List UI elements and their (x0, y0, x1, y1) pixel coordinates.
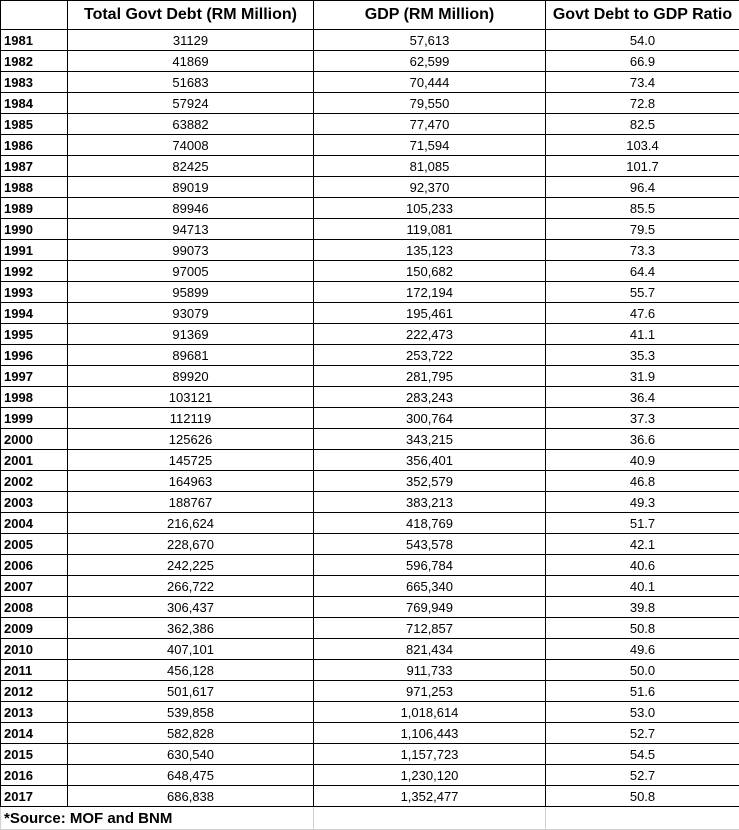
total-govt-debt-cell: 407,101 (68, 639, 314, 660)
ratio-cell: 54.5 (546, 744, 739, 765)
gdp-cell: 1,157,723 (314, 744, 546, 765)
year-cell: 1991 (1, 240, 68, 261)
year-cell: 2002 (1, 471, 68, 492)
ratio-cell: 40.6 (546, 555, 739, 576)
header-row (1, 1, 739, 30)
gdp-cell: 81,085 (314, 156, 546, 177)
total-govt-debt-cell: 501,617 (68, 681, 314, 702)
table-row (1, 471, 739, 492)
table-row (1, 765, 739, 786)
total-govt-debt-cell: 266,722 (68, 576, 314, 597)
gdp-cell: 92,370 (314, 177, 546, 198)
year-cell: 1983 (1, 72, 68, 93)
year-cell: 2008 (1, 597, 68, 618)
ratio-cell: 41.1 (546, 324, 739, 345)
ratio-cell: 42.1 (546, 534, 739, 555)
ratio-cell: 40.1 (546, 576, 739, 597)
total-govt-debt-cell: 99073 (68, 240, 314, 261)
ratio-cell: 52.7 (546, 765, 739, 786)
year-cell: 2005 (1, 534, 68, 555)
total-govt-debt-cell: 31129 (68, 30, 314, 51)
year-cell: 1981 (1, 30, 68, 51)
table-row (1, 261, 739, 282)
table-row (1, 429, 739, 450)
ratio-cell: 37.3 (546, 408, 739, 429)
gdp-cell: 971,253 (314, 681, 546, 702)
empty-cell (546, 807, 739, 830)
year-cell: 1987 (1, 156, 68, 177)
year-cell: 2007 (1, 576, 68, 597)
table-row (1, 114, 739, 135)
ratio-cell: 40.9 (546, 450, 739, 471)
table-body (1, 30, 739, 830)
year-cell: 1989 (1, 198, 68, 219)
ratio-cell: 50.8 (546, 618, 739, 639)
gdp-cell: 150,682 (314, 261, 546, 282)
year-cell: 2004 (1, 513, 68, 534)
gdp-cell: 300,764 (314, 408, 546, 429)
total-govt-debt-cell: 216,624 (68, 513, 314, 534)
gdp-cell: 352,579 (314, 471, 546, 492)
ratio-cell: 36.6 (546, 429, 739, 450)
year-cell: 1998 (1, 387, 68, 408)
year-cell: 2003 (1, 492, 68, 513)
gdp-cell: 172,194 (314, 282, 546, 303)
gdp-cell: 1,106,443 (314, 723, 546, 744)
year-cell: 1997 (1, 366, 68, 387)
gdp-cell: 911,733 (314, 660, 546, 681)
year-cell: 2010 (1, 639, 68, 660)
year-cell: 1996 (1, 345, 68, 366)
year-cell: 2013 (1, 702, 68, 723)
table-row (1, 177, 739, 198)
total-govt-debt-cell: 145725 (68, 450, 314, 471)
table-row (1, 219, 739, 240)
total-govt-debt-cell: 582,828 (68, 723, 314, 744)
table-row (1, 72, 739, 93)
ratio-cell: 49.6 (546, 639, 739, 660)
gdp-cell: 70,444 (314, 72, 546, 93)
table-row (1, 534, 739, 555)
table-row (1, 156, 739, 177)
total-govt-debt-cell: 686,838 (68, 786, 314, 807)
ratio-cell: 51.6 (546, 681, 739, 702)
year-cell: 1999 (1, 408, 68, 429)
gdp-cell: 356,401 (314, 450, 546, 471)
table-row (1, 702, 739, 723)
table-row (1, 681, 739, 702)
table-row (1, 366, 739, 387)
table-row (1, 30, 739, 51)
table-row (1, 135, 739, 156)
table-row (1, 93, 739, 114)
year-cell: 1993 (1, 282, 68, 303)
table-row (1, 555, 739, 576)
gdp-cell: 821,434 (314, 639, 546, 660)
gdp-cell: 343,215 (314, 429, 546, 450)
table-row (1, 723, 739, 744)
year-cell: 1995 (1, 324, 68, 345)
ratio-cell: 72.8 (546, 93, 739, 114)
year-cell: 2012 (1, 681, 68, 702)
year-cell: 2016 (1, 765, 68, 786)
ratio-cell: 50.0 (546, 660, 739, 681)
ratio-cell: 55.7 (546, 282, 739, 303)
gdp-cell: 253,722 (314, 345, 546, 366)
total-govt-debt-cell: 89920 (68, 366, 314, 387)
empty-cell (314, 807, 546, 830)
year-cell: 2011 (1, 660, 68, 681)
table-row (1, 198, 739, 219)
year-cell: 2009 (1, 618, 68, 639)
gdp-cell: 418,769 (314, 513, 546, 534)
total-govt-debt-cell: 94713 (68, 219, 314, 240)
ratio-cell: 46.8 (546, 471, 739, 492)
total-govt-debt-cell: 362,386 (68, 618, 314, 639)
year-cell: 1985 (1, 114, 68, 135)
gdp-cell: 71,594 (314, 135, 546, 156)
year-cell: 1988 (1, 177, 68, 198)
total-govt-debt-cell: 95899 (68, 282, 314, 303)
gdp-cell: 769,949 (314, 597, 546, 618)
total-govt-debt-cell: 51683 (68, 72, 314, 93)
ratio-cell: 64.4 (546, 261, 739, 282)
total-govt-debt-cell: 306,437 (68, 597, 314, 618)
table-row (1, 450, 739, 471)
total-govt-debt-cell: 630,540 (68, 744, 314, 765)
ratio-cell: 31.9 (546, 366, 739, 387)
total-govt-debt-cell: 89019 (68, 177, 314, 198)
table-row (1, 492, 739, 513)
gdp-cell: 222,473 (314, 324, 546, 345)
table-row (1, 51, 739, 72)
year-cell: 1984 (1, 93, 68, 114)
ratio-cell: 50.8 (546, 786, 739, 807)
total-govt-debt-cell: 456,128 (68, 660, 314, 681)
gdp-cell: 119,081 (314, 219, 546, 240)
gdp-cell: 596,784 (314, 555, 546, 576)
ratio-cell: 103.4 (546, 135, 739, 156)
source-note: *Source: MOF and BNM (1, 807, 314, 830)
ratio-cell: 52.7 (546, 723, 739, 744)
total-govt-debt-cell: 164963 (68, 471, 314, 492)
table-row (1, 576, 739, 597)
total-govt-debt-cell: 63882 (68, 114, 314, 135)
ratio-cell: 73.4 (546, 72, 739, 93)
year-cell: 1986 (1, 135, 68, 156)
total-govt-debt-cell: 91369 (68, 324, 314, 345)
year-cell: 2017 (1, 786, 68, 807)
ratio-cell: 66.9 (546, 51, 739, 72)
total-govt-debt-cell: 648,475 (68, 765, 314, 786)
gdp-cell: 195,461 (314, 303, 546, 324)
year-cell: 1992 (1, 261, 68, 282)
ratio-cell: 96.4 (546, 177, 739, 198)
year-cell: 2014 (1, 723, 68, 744)
total-govt-debt-cell: 125626 (68, 429, 314, 450)
table-row (1, 303, 739, 324)
header-total-govt-debt: Total Govt Debt (RM Million) (68, 1, 314, 30)
table-row (1, 282, 739, 303)
total-govt-debt-cell: 57924 (68, 93, 314, 114)
table-row (1, 408, 739, 429)
ratio-cell: 35.3 (546, 345, 739, 366)
table-row (1, 744, 739, 765)
gdp-cell: 77,470 (314, 114, 546, 135)
table-row (1, 660, 739, 681)
ratio-cell: 54.0 (546, 30, 739, 51)
table-row (1, 387, 739, 408)
table-row (1, 597, 739, 618)
gdp-cell: 1,018,614 (314, 702, 546, 723)
total-govt-debt-cell: 112119 (68, 408, 314, 429)
gdp-cell: 57,613 (314, 30, 546, 51)
gdp-cell: 1,230,120 (314, 765, 546, 786)
ratio-cell: 39.8 (546, 597, 739, 618)
table-row (1, 618, 739, 639)
total-govt-debt-cell: 539,858 (68, 702, 314, 723)
total-govt-debt-cell: 41869 (68, 51, 314, 72)
gdp-cell: 543,578 (314, 534, 546, 555)
header-gdp: GDP (RM Million) (314, 1, 546, 30)
total-govt-debt-cell: 93079 (68, 303, 314, 324)
year-cell: 1982 (1, 51, 68, 72)
table-row (1, 639, 739, 660)
gdp-cell: 105,233 (314, 198, 546, 219)
total-govt-debt-cell: 89681 (68, 345, 314, 366)
gdp-cell: 712,857 (314, 618, 546, 639)
table-row (1, 786, 739, 807)
total-govt-debt-cell: 82425 (68, 156, 314, 177)
ratio-cell: 36.4 (546, 387, 739, 408)
year-cell: 2006 (1, 555, 68, 576)
table-row (1, 240, 739, 261)
table-row (1, 324, 739, 345)
table-row (1, 345, 739, 366)
header-year (1, 1, 68, 30)
total-govt-debt-cell: 74008 (68, 135, 314, 156)
ratio-cell: 51.7 (546, 513, 739, 534)
gdp-cell: 1,352,477 (314, 786, 546, 807)
ratio-cell: 79.5 (546, 219, 739, 240)
header-debt-to-gdp-ratio: Govt Debt to GDP Ratio (546, 1, 739, 30)
ratio-cell: 53.0 (546, 702, 739, 723)
ratio-cell: 82.5 (546, 114, 739, 135)
total-govt-debt-cell: 242,225 (68, 555, 314, 576)
gdp-cell: 62,599 (314, 51, 546, 72)
year-cell: 1990 (1, 219, 68, 240)
total-govt-debt-cell: 89946 (68, 198, 314, 219)
total-govt-debt-cell: 228,670 (68, 534, 314, 555)
year-cell: 2015 (1, 744, 68, 765)
gdp-cell: 79,550 (314, 93, 546, 114)
table-row (1, 513, 739, 534)
gdp-cell: 283,243 (314, 387, 546, 408)
gdp-cell: 665,340 (314, 576, 546, 597)
ratio-cell: 49.3 (546, 492, 739, 513)
gdp-cell: 383,213 (314, 492, 546, 513)
ratio-cell: 47.6 (546, 303, 739, 324)
year-cell: 2000 (1, 429, 68, 450)
total-govt-debt-cell: 188767 (68, 492, 314, 513)
total-govt-debt-cell: 97005 (68, 261, 314, 282)
gdp-cell: 281,795 (314, 366, 546, 387)
total-govt-debt-cell: 103121 (68, 387, 314, 408)
ratio-cell: 73.3 (546, 240, 739, 261)
gdp-cell: 135,123 (314, 240, 546, 261)
year-cell: 1994 (1, 303, 68, 324)
ratio-cell: 101.7 (546, 156, 739, 177)
ratio-cell: 85.5 (546, 198, 739, 219)
year-cell: 2001 (1, 450, 68, 471)
source-row (1, 807, 739, 830)
